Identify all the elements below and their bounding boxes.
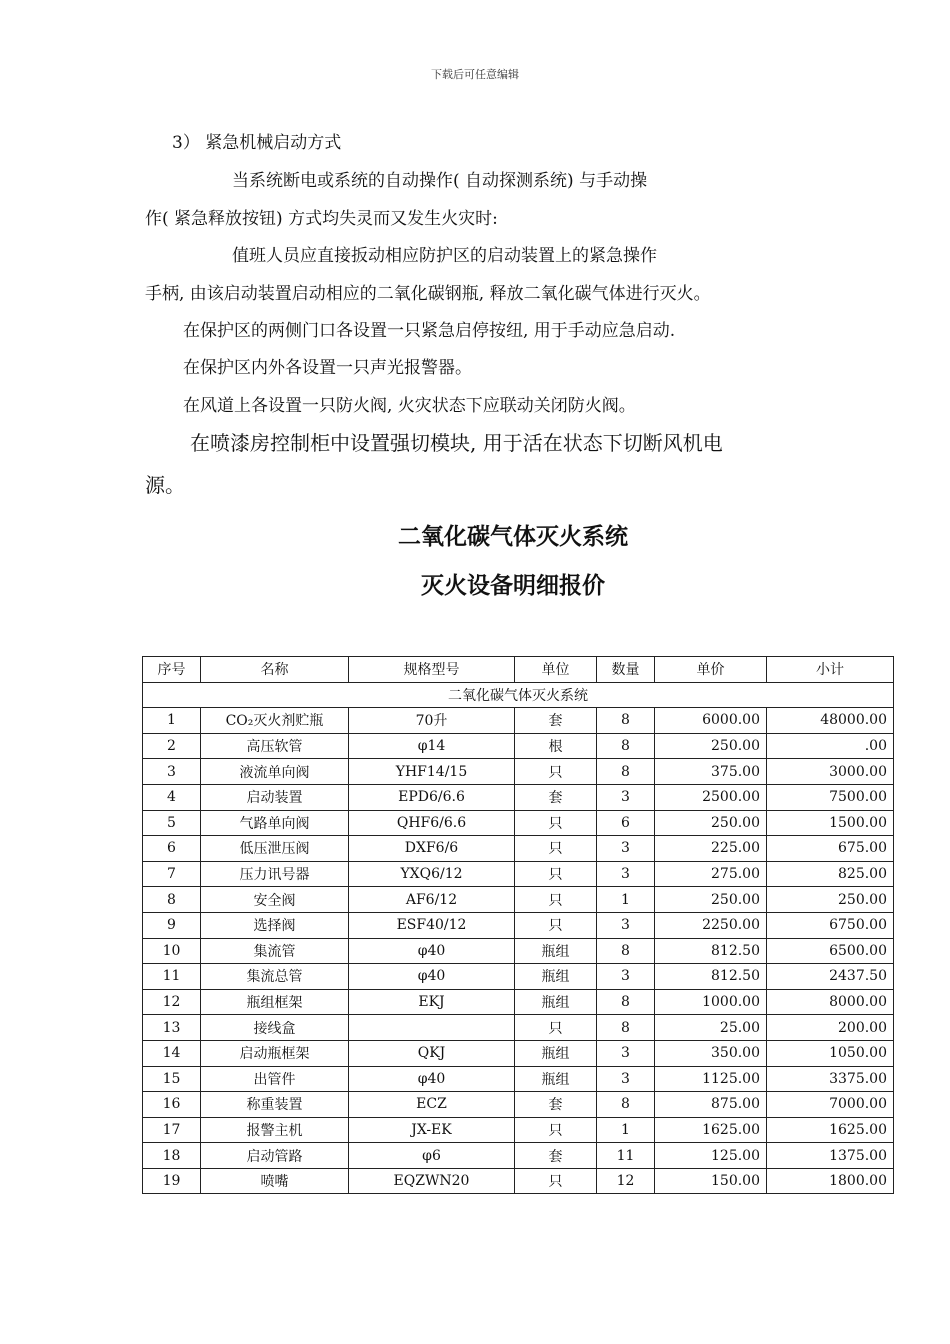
cell-name: 启动瓶框架	[201, 1040, 349, 1066]
header-cell-price: 单价	[655, 657, 767, 683]
cell-subtotal: 8000.00	[767, 989, 894, 1015]
cell-price: 125.00	[655, 1143, 767, 1169]
cell-index: 15	[143, 1066, 201, 1092]
cell-spec: EPD6/6.6	[349, 784, 515, 810]
cell-index: 8	[143, 887, 201, 913]
cell-unit: 瓶组	[515, 1066, 597, 1092]
header-cell-qty: 数量	[597, 657, 655, 683]
cell-index: 13	[143, 1015, 201, 1041]
cell-spec: EKJ	[349, 989, 515, 1015]
cell-qty: 3	[597, 836, 655, 862]
cell-unit: 只	[515, 887, 597, 913]
cell-unit: 瓶组	[515, 964, 597, 990]
cell-name: 启动装置	[201, 784, 349, 810]
table-row	[143, 759, 894, 785]
cell-subtotal: 7500.00	[767, 784, 894, 810]
cell-spec: φ6	[349, 1143, 515, 1169]
table-header-row	[143, 657, 894, 683]
cell-unit: 只	[515, 1168, 597, 1194]
table-row	[143, 1040, 894, 1066]
table-row	[143, 887, 894, 913]
cell-unit: 只	[515, 836, 597, 862]
cell-unit: 套	[515, 784, 597, 810]
cell-price: 150.00	[655, 1168, 767, 1194]
cell-price: 250.00	[655, 810, 767, 836]
cell-price: 225.00	[655, 836, 767, 862]
cell-subtotal: 675.00	[767, 836, 894, 862]
table-row	[143, 733, 894, 759]
cell-qty: 3	[597, 861, 655, 887]
cell-qty: 8	[597, 1092, 655, 1118]
table-row	[143, 1117, 894, 1143]
cell-subtotal: 1375.00	[767, 1143, 894, 1169]
doc-title: 二氧化碳气体灭火系统	[398, 524, 628, 550]
cell-name: 液流单向阀	[201, 759, 349, 785]
cell-index: 11	[143, 964, 201, 990]
paragraph-line: 在保护区内外各设置一只声光报警器。	[183, 358, 472, 378]
cell-price: 350.00	[655, 1040, 767, 1066]
doc-subtitle: 灭火设备明细报价	[421, 573, 605, 599]
cell-price: 812.50	[655, 964, 767, 990]
cell-subtotal: .00	[767, 733, 894, 759]
table-row	[143, 1066, 894, 1092]
table-row	[143, 784, 894, 810]
cell-subtotal: 1800.00	[767, 1168, 894, 1194]
cell-price: 250.00	[655, 733, 767, 759]
cell-index: 6	[143, 836, 201, 862]
cell-index: 7	[143, 861, 201, 887]
cell-index: 1	[143, 708, 201, 734]
cell-unit: 只	[515, 861, 597, 887]
cell-unit: 只	[515, 912, 597, 938]
cell-name: 压力讯号器	[201, 861, 349, 887]
cell-subtotal: 825.00	[767, 861, 894, 887]
cell-name: 称重装置	[201, 1092, 349, 1118]
cell-unit: 只	[515, 1015, 597, 1041]
cell-unit: 瓶组	[515, 1040, 597, 1066]
cell-price: 2500.00	[655, 784, 767, 810]
section-cell: 二氧化碳气体灭火系统	[143, 682, 894, 708]
paragraph-line: 手柄, 由该启动装置启动相应的二氧化碳钢瓶, 释放二氧化碳气体进行灭火。	[145, 284, 711, 304]
paragraph-line: 在风道上各设置一只防火阀, 火灾状态下应联动关闭防火阀。	[183, 396, 636, 416]
cell-name: 出管件	[201, 1066, 349, 1092]
cell-index: 14	[143, 1040, 201, 1066]
cell-price: 275.00	[655, 861, 767, 887]
cell-spec: ESF40/12	[349, 912, 515, 938]
cell-name: 安全阀	[201, 887, 349, 913]
cell-qty: 3	[597, 1040, 655, 1066]
header-note: 下载后可任意编辑	[431, 68, 519, 81]
cell-price: 2250.00	[655, 912, 767, 938]
cell-qty: 8	[597, 733, 655, 759]
cell-name: 喷嘴	[201, 1168, 349, 1194]
cell-index: 12	[143, 989, 201, 1015]
cell-subtotal: 6750.00	[767, 912, 894, 938]
cell-price: 1625.00	[655, 1117, 767, 1143]
cell-name: 接线盒	[201, 1015, 349, 1041]
cell-qty: 6	[597, 810, 655, 836]
cell-spec: QHF6/6.6	[349, 810, 515, 836]
cell-name: 瓶组框架	[201, 989, 349, 1015]
cell-spec: AF6/12	[349, 887, 515, 913]
cell-price: 1125.00	[655, 1066, 767, 1092]
cell-unit: 瓶组	[515, 989, 597, 1015]
paragraph-line: 源。	[145, 473, 185, 497]
section-row	[143, 682, 894, 708]
cell-unit: 只	[515, 759, 597, 785]
cell-price: 25.00	[655, 1015, 767, 1041]
quote-table	[142, 656, 894, 1194]
cell-price: 1000.00	[655, 989, 767, 1015]
cell-qty: 8	[597, 1015, 655, 1041]
cell-qty: 3	[597, 912, 655, 938]
cell-index: 5	[143, 810, 201, 836]
cell-qty: 11	[597, 1143, 655, 1169]
cell-qty: 3	[597, 1066, 655, 1092]
cell-unit: 只	[515, 810, 597, 836]
cell-qty: 1	[597, 1117, 655, 1143]
cell-unit: 瓶组	[515, 938, 597, 964]
cell-subtotal: 6500.00	[767, 938, 894, 964]
paragraph-line: 作( 紧急释放按钮) 方式均失灵而又发生火灾时:	[145, 209, 498, 229]
cell-index: 18	[143, 1143, 201, 1169]
table-row	[143, 861, 894, 887]
cell-index: 2	[143, 733, 201, 759]
cell-index: 10	[143, 938, 201, 964]
cell-subtotal: 1050.00	[767, 1040, 894, 1066]
cell-unit: 套	[515, 1143, 597, 1169]
header-cell-unit: 单位	[515, 657, 597, 683]
cell-qty: 12	[597, 1168, 655, 1194]
table-row	[143, 989, 894, 1015]
cell-spec: φ14	[349, 733, 515, 759]
cell-index: 9	[143, 912, 201, 938]
cell-name: 低压泄压阀	[201, 836, 349, 862]
table-row	[143, 708, 894, 734]
cell-name: 集流管	[201, 938, 349, 964]
cell-index: 4	[143, 784, 201, 810]
table-row	[143, 964, 894, 990]
cell-name: 报警主机	[201, 1117, 349, 1143]
cell-spec: EQZWN20	[349, 1168, 515, 1194]
table-row	[143, 1143, 894, 1169]
cell-qty: 1	[597, 887, 655, 913]
cell-spec: φ40	[349, 964, 515, 990]
cell-spec	[349, 1015, 515, 1041]
cell-index: 3	[143, 759, 201, 785]
header-cell-name: 名称	[201, 657, 349, 683]
cell-name: 气路单向阀	[201, 810, 349, 836]
cell-subtotal: 1500.00	[767, 810, 894, 836]
paragraph-line: 在保护区的两侧门口各设置一只紧急启停按纽, 用于手动应急启动.	[183, 321, 676, 341]
cell-qty: 3	[597, 964, 655, 990]
cell-subtotal: 3375.00	[767, 1066, 894, 1092]
table-row	[143, 1015, 894, 1041]
cell-name: 选择阀	[201, 912, 349, 938]
cell-subtotal: 3000.00	[767, 759, 894, 785]
header-cell-subtotal: 小计	[767, 657, 894, 683]
cell-subtotal: 7000.00	[767, 1092, 894, 1118]
cell-unit: 只	[515, 1117, 597, 1143]
cell-name: 启动管路	[201, 1143, 349, 1169]
cell-subtotal: 48000.00	[767, 708, 894, 734]
cell-price: 375.00	[655, 759, 767, 785]
cell-index: 16	[143, 1092, 201, 1118]
paragraph-line: 当系统断电或系统的自动操作( 自动探测系统) 与手动操	[232, 171, 648, 191]
cell-subtotal: 1625.00	[767, 1117, 894, 1143]
cell-qty: 8	[597, 989, 655, 1015]
cell-spec: ECZ	[349, 1092, 515, 1118]
cell-unit: 根	[515, 733, 597, 759]
cell-index: 19	[143, 1168, 201, 1194]
cell-price: 250.00	[655, 887, 767, 913]
cell-subtotal: 250.00	[767, 887, 894, 913]
paragraph-line: 值班人员应直接扳动相应防护区的启动装置上的紧急操作	[232, 246, 657, 266]
table-row	[143, 1092, 894, 1118]
cell-price: 875.00	[655, 1092, 767, 1118]
cell-spec: JX-EK	[349, 1117, 515, 1143]
cell-unit: 套	[515, 1092, 597, 1118]
table-row	[143, 810, 894, 836]
cell-name: 集流总管	[201, 964, 349, 990]
table-row	[143, 1168, 894, 1194]
cell-name: 高压软管	[201, 733, 349, 759]
table-row	[143, 912, 894, 938]
cell-qty: 8	[597, 708, 655, 734]
cell-qty: 8	[597, 759, 655, 785]
cell-price: 6000.00	[655, 708, 767, 734]
cell-unit: 套	[515, 708, 597, 734]
cell-name: CO₂灭火剂贮瓶	[201, 708, 349, 734]
cell-price: 812.50	[655, 938, 767, 964]
cell-spec: φ40	[349, 1066, 515, 1092]
header-cell-spec: 规格型号	[349, 657, 515, 683]
table-row	[143, 836, 894, 862]
cell-subtotal: 200.00	[767, 1015, 894, 1041]
header-cell-index: 序号	[143, 657, 201, 683]
cell-spec: YXQ6/12	[349, 861, 515, 887]
cell-qty: 8	[597, 938, 655, 964]
cell-subtotal: 2437.50	[767, 964, 894, 990]
cell-qty: 3	[597, 784, 655, 810]
cell-spec: YHF14/15	[349, 759, 515, 785]
cell-spec: QKJ	[349, 1040, 515, 1066]
paragraph-line: 在喷漆房控制柜中设置强切模块, 用于活在状态下切断风机电	[190, 431, 723, 455]
table-row	[143, 938, 894, 964]
cell-spec: DXF6/6	[349, 836, 515, 862]
cell-index: 17	[143, 1117, 201, 1143]
section-heading: 3） 紧急机械启动方式	[172, 133, 342, 153]
cell-spec: φ40	[349, 938, 515, 964]
cell-spec: 70升	[349, 708, 515, 734]
